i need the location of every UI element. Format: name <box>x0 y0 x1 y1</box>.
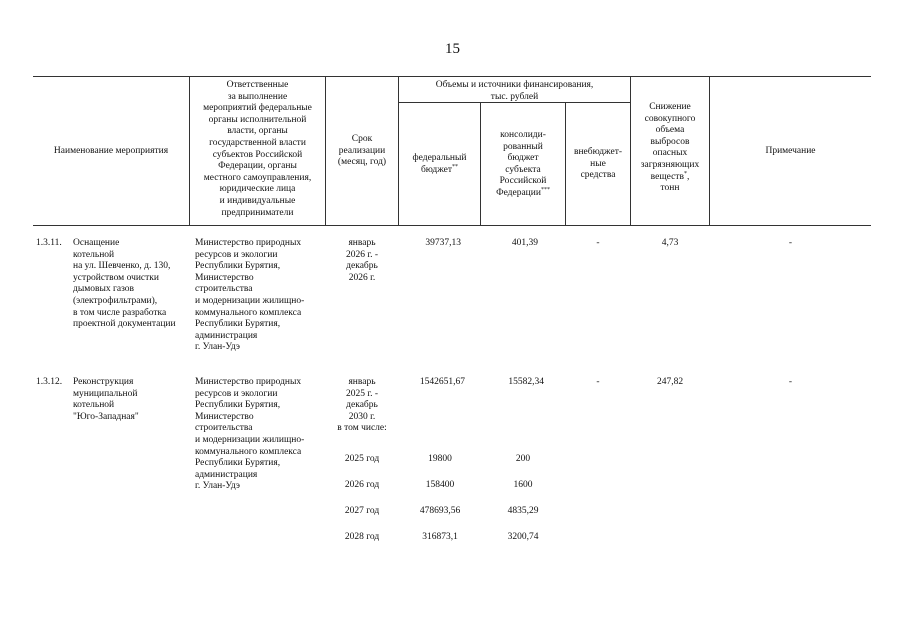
header-name: Наименование мероприятия <box>53 146 169 156</box>
page-number: 15 <box>445 41 460 57</box>
header-funding: Объемы и источники финансирования, тыс. рублей <box>435 80 594 102</box>
row-consolidated: 15582,34 <box>508 377 544 387</box>
table-header-bottom-border <box>33 225 871 226</box>
year-label: 2027 год <box>344 506 380 516</box>
row-reduction: 247,82 <box>656 377 684 387</box>
header-federal <box>399 153 480 176</box>
row-responsible: Министерство природных ресурсов и экологии Республики Бурятия, Министерство строительства и модернизации жилищно- коммунального комплекса Республики Бурятия, администрация г. Улан-Удэ <box>195 238 305 353</box>
row-number: 1.3.12. <box>36 377 63 387</box>
header-note: Примечание <box>765 146 816 156</box>
row-note: - <box>788 238 793 248</box>
footnote-mark: *** <box>540 186 550 193</box>
footnote-mark: ** <box>452 163 459 170</box>
year-label: 2026 год <box>344 480 380 490</box>
row-federal: 39737,13 <box>425 238 461 248</box>
header-reduction-unit: , тонн <box>660 171 690 194</box>
row-name: Оснащение котельной на ул. Шевченко, д. 130, устройством очистки дымовых газов (электрофильтрами), в том числе разработка проектной документации <box>73 238 176 330</box>
year-label: 2025 год <box>344 454 380 464</box>
row-name: Реконструкция муниципальной котельной "Юго-Западная" <box>73 377 139 422</box>
year-consolidated: 200 <box>515 454 531 464</box>
row-responsible: Министерство природных ресурсов и экологии Республики Бурятия, Министерство строительства и модернизации жилищно- коммунального комплекса Республики Бурятия, администрация г. Улан-Удэ <box>195 377 305 492</box>
header-consolidated <box>481 130 565 200</box>
row-reduction: 4,73 <box>661 238 679 248</box>
header-reduction <box>631 102 709 195</box>
year-federal: 158400 <box>425 480 455 490</box>
row-extrabudget: - <box>596 238 600 248</box>
row-term: январь 2025 г. - декабрь 2030 г. в том числе: <box>337 377 387 434</box>
year-consolidated: 3200,74 <box>507 532 539 542</box>
year-federal: 316873,1 <box>422 532 458 542</box>
header-consolidated-label: консолиди- рованный бюджет субъекта Российской Федерации <box>496 130 547 198</box>
year-federal: 19800 <box>428 454 452 464</box>
row-extrabudget: - <box>596 377 600 387</box>
row-number: 1.3.11. <box>36 238 62 248</box>
row-term: январь 2026 г. - декабрь 2026 г. <box>345 238 379 283</box>
header-term: Срок реализации (месяц, год) <box>337 134 387 168</box>
row-consolidated: 401,39 <box>511 238 538 248</box>
year-consolidated: 1600 <box>513 480 533 490</box>
year-federal: 478693,56 <box>419 506 461 516</box>
header-reduction-label: Снижение совокупного объема выбросов опасных загрязняющих веществ <box>640 102 700 182</box>
footnote-mark: * <box>683 170 687 177</box>
header-extrabudget: внебюджет- ные средства <box>573 147 623 181</box>
year-label: 2028 год <box>344 532 380 542</box>
year-consolidated: 4835,29 <box>507 506 539 516</box>
row-federal: 1542651,67 <box>419 377 465 387</box>
header-federal-label: федеральный бюджет <box>412 153 467 175</box>
row-note: - <box>788 377 793 387</box>
table-top-border <box>33 76 871 77</box>
header-responsible: Ответственные за выполнение мероприятий федеральные органы исполнительной власти, органы государственной власти субъектов Российской Федерации, органы местного самоуправления, юридические лица и индивидуальные предприниматели <box>203 80 312 218</box>
